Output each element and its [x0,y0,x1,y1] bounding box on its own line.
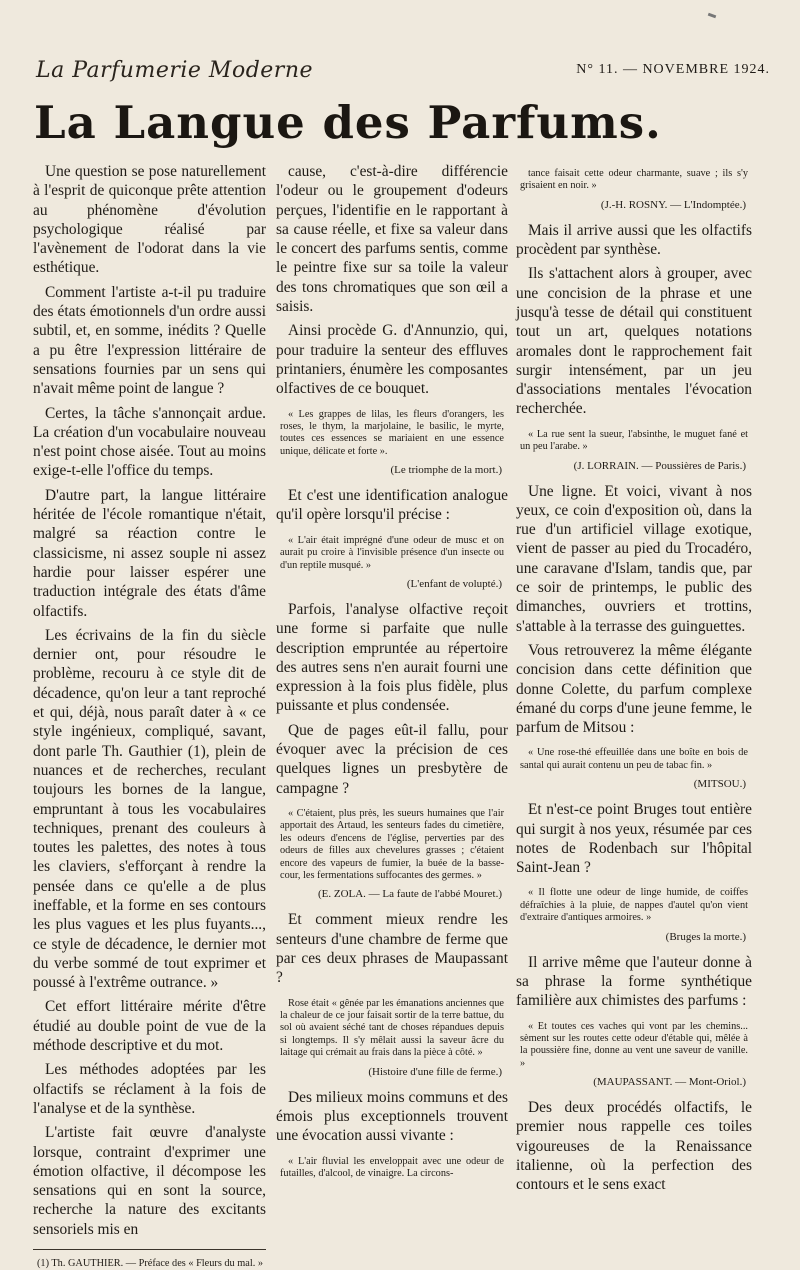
paragraph: Une question se pose naturellement à l'esprit de quiconque prête attention au phénomène d'évolution psychologique réalisé par l'avènement de l'odorat dans la vie esthétique. [33,163,266,277]
paragraph: Et comment mieux rendre les senteurs d'une chambre de ferme que par ces deux phrases de Maupassant ? [276,911,508,987]
citation: (J. LORRAIN. — Poussières de Paris.) [573,459,746,472]
paragraph: L'artiste fait œuvre d'analyste lorsque, contraint d'exprimer une émotion olfactive, il décompose les sensations qui en sont la source, recherche la nature des excitants sensoriels mis en [33,1124,266,1238]
paragraph: Les écrivains de la fin du siècle dernier ont, pour résoudre le problème, recouru à ce style dit de décadence, qu'on leur a tant reproché et qui, déjà, nous paraît dater à « ce style ingénieux, compliqué, savant, dont parle Th. Gauthier (1), plein de nuances et de recherches, reculant toujours les bornes de la langue, empruntant à tous les vocabulaires techniques, prenant des couleurs à toutes les palettes, des notes à tous les claviers, s'efforçant à rendre la pensée dans ce qu'elle a de plus ineffable, et la forme en ses contours les plus vagues et les plus fuyants..., ce style de décadence, le dernier mot du verbe sommé de tout exprimer et poussé à l'extrême outrance. » [33,626,266,992]
quotation: Rose était « gênée par les émanations anciennes que la chaleur de ce jour faisait sortir de la terre battue, du sol où avaient séché tant de choses répandues depuis si longtemps. Il s'y mêlait aussi la saveur âcre du laitage qui crémait au frais dans la pièce à côté. » [280,997,504,1059]
citation: (Le triomphe de la mort.) [390,464,502,477]
quotation: « Une rose-thé effeuillée dans une boîte en bois de santal qui aurait contenu un peu de tabac fin. » [520,747,748,771]
quotation: « Et toutes ces vaches qui vont par les chemins... sèment sur les routes cette odeur d'étable qui, mêlée à la poussière fine, donne au vent une saveur de vanille. » [520,1020,748,1069]
citation: (J.-H. ROSNY. — L'Indomptée.) [600,198,746,211]
quotation: « L'air était imprégné d'une odeur de musc et on aurait pu croire à l'invisible présence d'un insecte ou d'un reptile musqué. » [280,534,504,571]
paragraph: Ainsi procède G. d'Annunzio, qui, pour traduire la senteur des effluves printaniers, énumère les composantes olfactives de ce bouquet. [276,322,508,398]
paragraph: Vous retrouverez la même élégante concision dans cette définition que donne Colette, du parfum complexe émané du corps d'une jeune femme, le parfum de Mitsou : [516,641,752,737]
citation: (Bruges la morte.) [665,930,746,943]
footnote-divider [33,1249,266,1250]
paragraph: Et c'est une identification analogue qu'il opère lorsqu'il précise : [276,487,508,524]
paragraph: D'autre part, la langue littéraire héritée de l'école romantique n'était, malgré sa réaction contre le classicisme, ni assez souple ni assez hardie pour laisser espérer une traduction intégrale des états d'âme olfactifs. [33,486,266,620]
paragraph: Mais il arrive aussi que les olfactifs procèdent par synthèse. [516,221,752,259]
print-mark [708,13,717,19]
paragraph: Des deux procédés olfactifs, le premier nous rappelle ces toiles vigoureuses de la Renaissance italienne, où la perfection des contours et le sens exact [516,1099,752,1194]
paragraph: cause, c'est-à-dire différencie l'odeur ou le groupement d'odeurs perçues, l'identifie en le rapportant à sa cause réelle, et fixe sa valeur dans le concert des parfums sentis, comme le peintre fixe sur sa toile la valeur des tons chromatiques que son œil a saisis. [276,163,508,316]
quotation: tance faisait cette odeur charmante, suave ; ils s'y grisaient en noir. » [520,168,748,192]
quotation: « L'air fluvial les enveloppait avec une odeur de futailles, d'alcool, de vinaigre. La circons- [280,1155,504,1179]
paragraph: Ils s'attachent alors à grouper, avec une concision de la phrase et une jusqu'à tesse de détail qui constituent tout un art, quelques notations aromales dont le rapprochement fait surgir intensément, par un jeu d'associations mentales l'évocation recherchée. [516,265,752,418]
paragraph: Les méthodes adoptées par les olfactifs se réclament à la fois de l'analyse et de la synthèse. [33,1061,266,1117]
paragraph: Certes, la tâche s'annonçait ardue. La création d'un vocabulaire nouveau n'est point chose aisée. Tout au moins exige-t-elle l'office du temps. [33,404,266,480]
paragraph: Une ligne. Et voici, vivant à nos yeux, ce coin d'exposition où, dans la rue d'un artificiel village exotique, vient de passer au pied du Trocadéro, une caravane d'Islam, tandis que, par ce soir de printemps, le public des dimanches, ouvriers et trottins, s'attable à la terrasse des guinguettes. [516,482,752,635]
column-2 [276,162,508,1186]
paragraph: Et n'est-ce point Bruges tout entière qui surgit à nos yeux, résumée par ces notes de Rodenbach sur l'hôpital Saint-Jean ? [516,801,752,877]
citation: (MITSOU.) [693,778,746,791]
paragraph: Parfois, l'analyse olfactive reçoit une forme si parfaite que nulle description empruntée au répertoire des autres sens n'en aurait fourni une expression à la fois plus fidèle, plus puissante et plus condensée. [276,601,508,715]
article-title: La Langue des Parfums. [34,96,662,149]
quotation: « Il flotte une odeur de linge humide, de coiffes défraîchies à la pluie, de nappes d'autel qu'on vient d'extraire d'antiques armoires. » [520,887,748,924]
paragraph: Que de pages eût-il fallu, pour évoquer avec la précision de ces quelques lignes un presbytère de campagne ? [276,721,508,797]
footnote: (1) Th. GAUTHIER. — Préface des « Fleurs du mal. » [37,1258,264,1270]
quotation: « C'étaient, plus près, les sueurs humaines que l'air apportait des Artaud, les senteurs fades du cimetière, les odeurs d'encens de l'église, perverties par des odeurs de filles aux chevelures grasses ; c'étaient encore des vapeurs de fumier, la buée de la basse-cour, les fermentations suffocantes des germes. » [280,807,504,881]
quotation: « Les grappes de lilas, les fleurs d'orangers, les roses, le thym, la marjolaine, le basilic, le myrte, toutes ces essences se mariaient en une essence unique, délicate et forte ». [280,408,504,457]
paragraph: Cet effort littéraire mérite d'être étudié au double point de vue de la méthode descriptive et du mot. [33,998,266,1055]
citation: (Histoire d'une fille de ferme.) [368,1065,502,1078]
citation: (E. ZOLA. — La faute de l'abbé Mouret.) [317,888,502,901]
column-1 [33,162,266,1270]
page-header [36,58,770,98]
quotation: « La rue sent la sueur, l'absinthe, le muguet fané et un peu l'arabe. » [520,428,748,453]
paragraph: Des milieux moins communs et des émois plus exceptionnels trouvent une évocation aussi vivante : [276,1088,508,1145]
paragraph: Il arrive même que l'auteur donne à sa phrase la forme synthétique familière aux chimistes des parfums : [516,953,752,1010]
citation: (MAUPASSANT. — Mont-Oriol.) [593,1076,746,1089]
citation: (L'enfant de volupté.) [406,578,502,590]
column-3 [516,158,752,1200]
masthead: La Parfumerie Moderne [36,58,314,83]
issue-number: N° 11. — NOVEMBRE 1924. [576,62,770,77]
paragraph: Comment l'artiste a-t-il pu traduire des états émotionnels d'un ordre aussi subtil, et, en somme, inédits ? Quelle a pu être l'expression littéraire de sensations fournies par un sens qui n'avait même point de langue ? [33,283,266,398]
